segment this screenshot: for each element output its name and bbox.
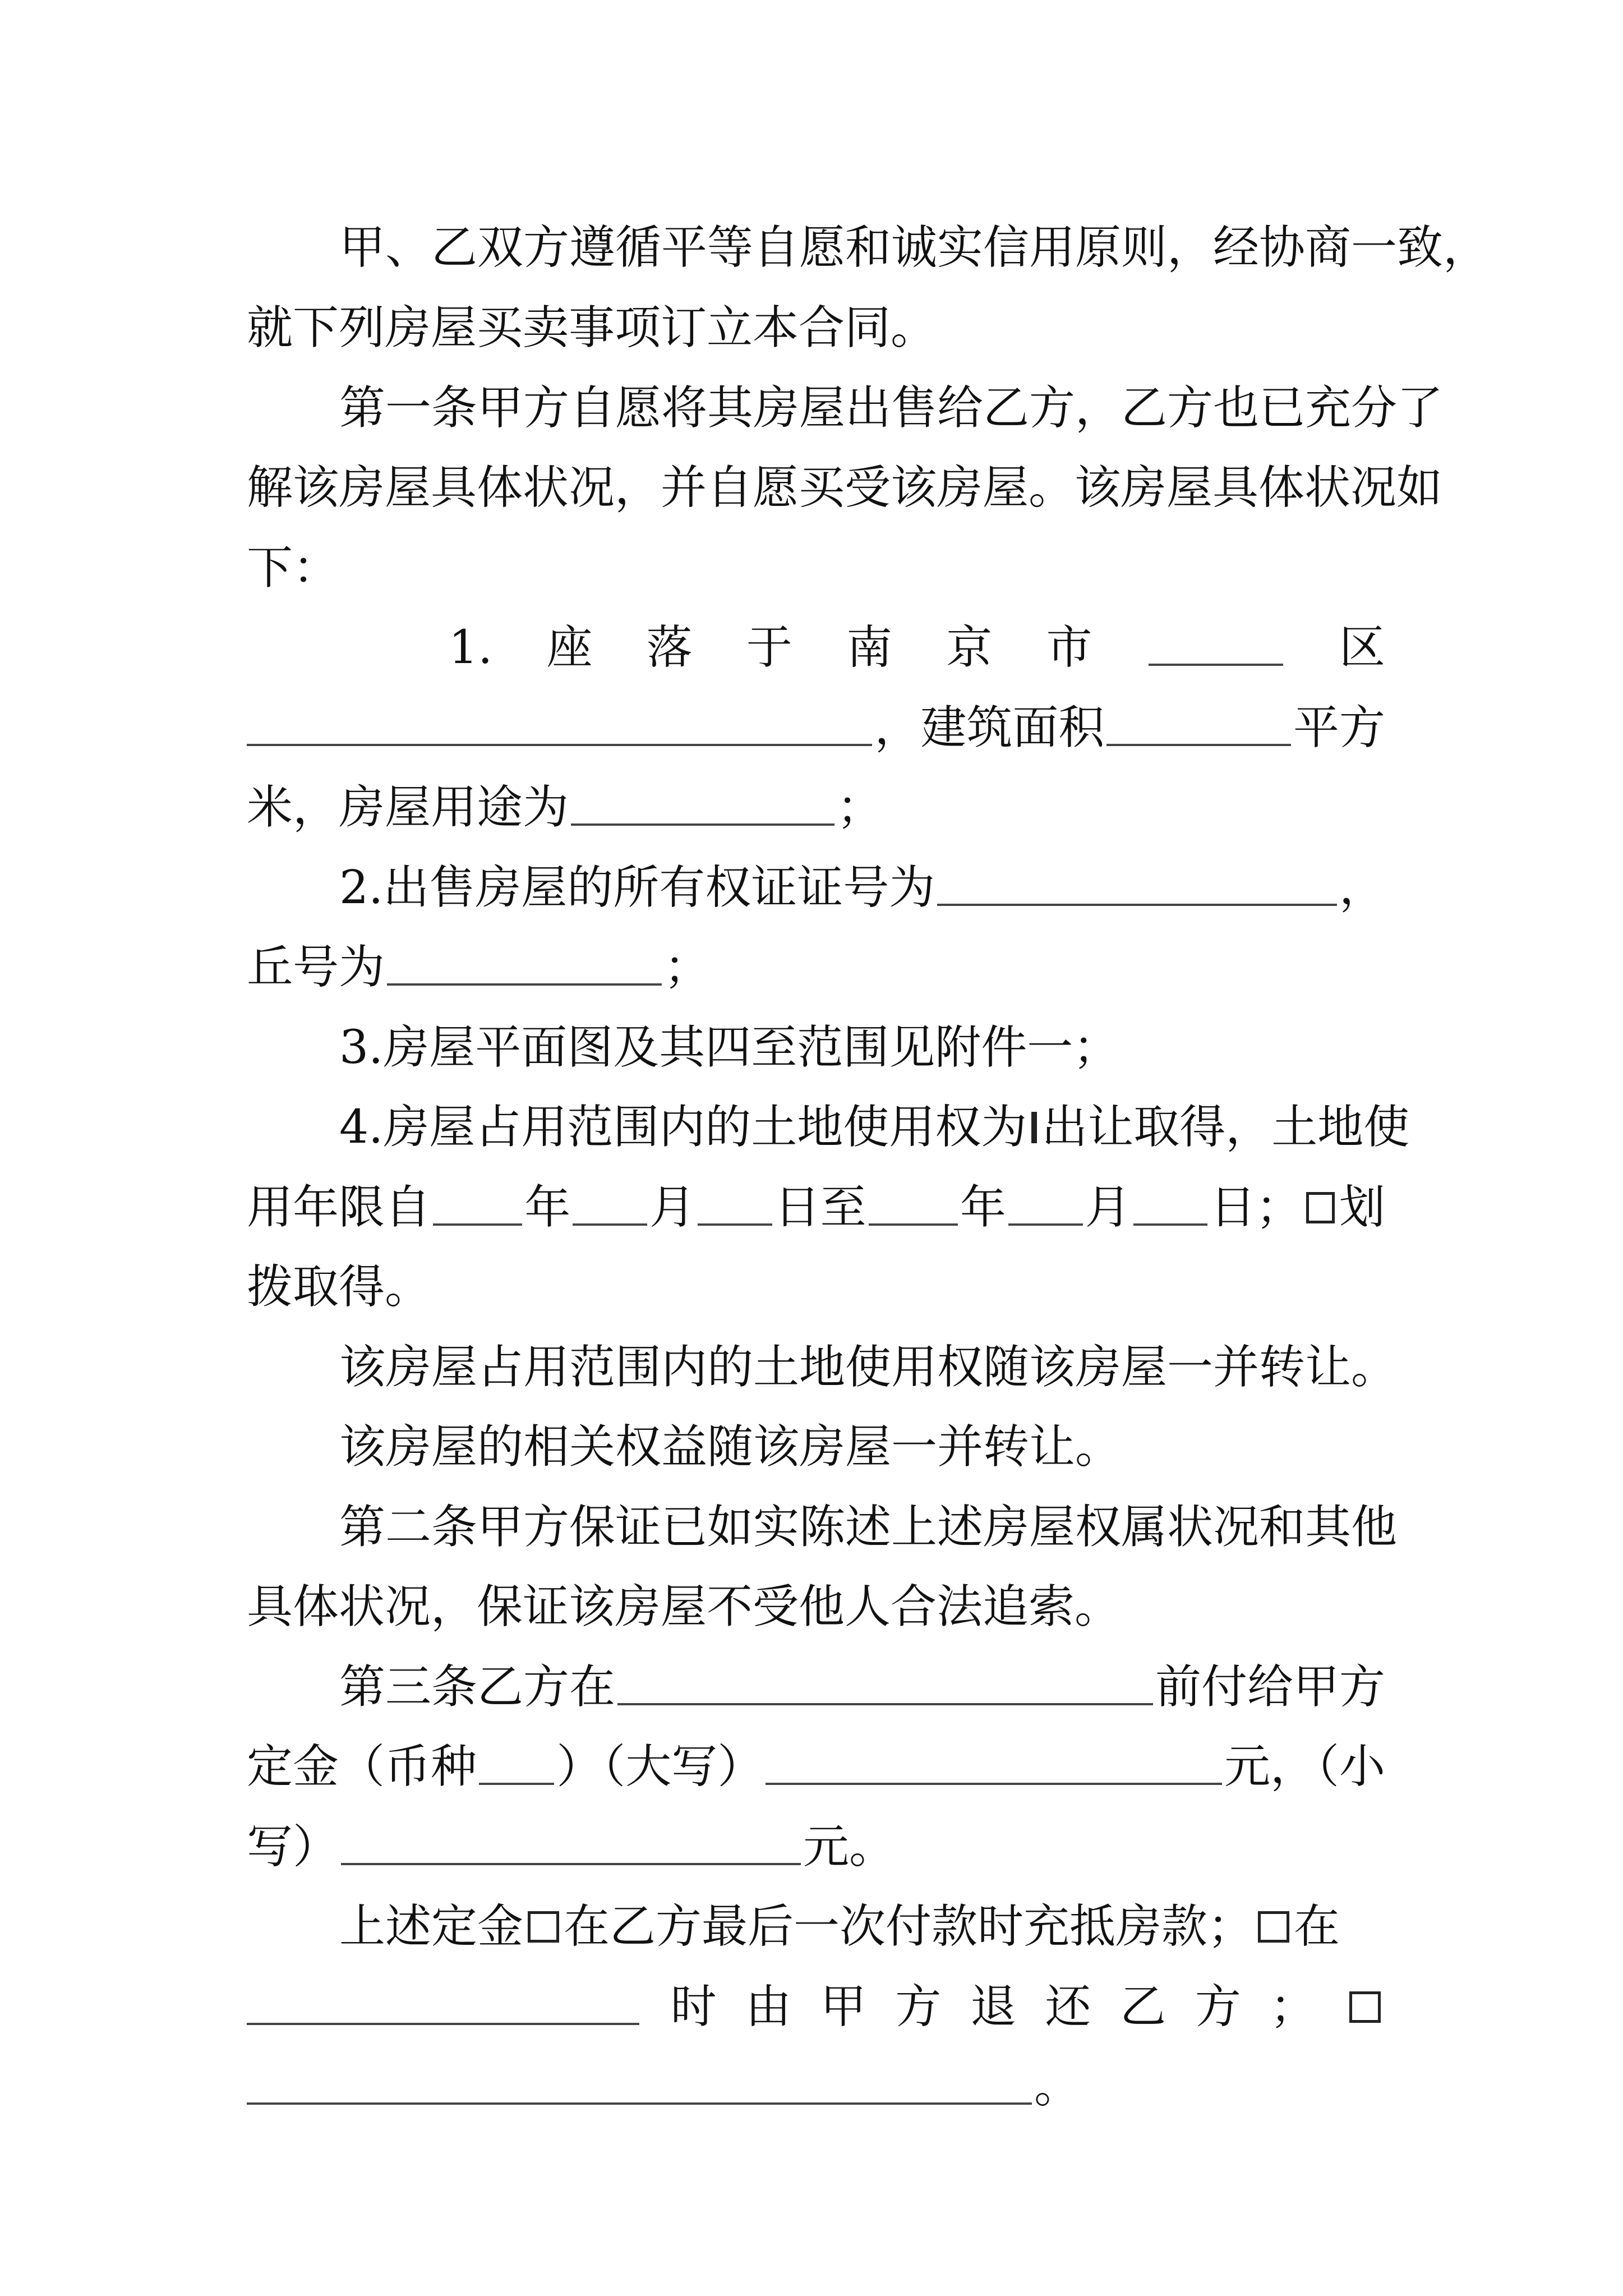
checkbox-other[interactable] (1349, 1991, 1381, 2023)
start-month-blank[interactable] (573, 1190, 647, 1226)
land-use-transfer-line (339, 1328, 1398, 1407)
text: 米，房屋用途为 (247, 781, 569, 834)
checkbox-refund[interactable] (1258, 1911, 1289, 1943)
item-2-line-1 (339, 849, 1385, 927)
checkbox-granted[interactable] (1031, 1112, 1037, 1143)
text: 4.房屋占用范围内的土地使用权为 (339, 1101, 1027, 1154)
text: 甲、乙双方遵循平等自愿和诚实信用原则，经协商一致， (339, 221, 1490, 274)
text: 丘号为 (247, 941, 385, 994)
char: 于 (746, 621, 792, 674)
text: 在 (1294, 1900, 1340, 1953)
deposit-line-2 (247, 1968, 1385, 2046)
deposit-line-3 (247, 2047, 1385, 2126)
text: 出让取得，土地使 (1041, 1101, 1410, 1154)
char: 方 (1195, 1980, 1241, 2033)
text: 该房屋占用范围内的土地使用权随该房屋一并转让。 (339, 1341, 1398, 1394)
currency-blank[interactable] (479, 1749, 554, 1785)
char: 时 (670, 1980, 717, 2033)
char: ； (1270, 1980, 1316, 2033)
start-day-blank[interactable] (698, 1190, 772, 1226)
text: 日； (1210, 1181, 1302, 1234)
item-3-line (339, 1009, 1385, 1087)
article-2-line-1 (339, 1488, 1398, 1567)
checkbox-allocated[interactable] (1306, 1192, 1335, 1223)
text: 该房屋的相关权益随该房屋一并转让。 (339, 1420, 1122, 1474)
char: 落 (646, 621, 693, 674)
paragraph-1-line-1 (339, 209, 1490, 287)
text: ，建筑面积 (874, 701, 1105, 754)
text: 3.房屋平面图及其四至范围见附件一； (339, 1021, 1119, 1074)
text: 拨取得。 (247, 1260, 431, 1314)
text: 定金（币种 (247, 1740, 477, 1793)
text: 年 (524, 1181, 571, 1234)
text: 上述定金 (339, 1900, 524, 1953)
text: 下： (247, 541, 339, 595)
text: 月 (649, 1181, 695, 1234)
char: 京 (946, 621, 993, 674)
article-1-line-2 (247, 449, 1443, 527)
deposit-date-blank[interactable] (617, 1669, 1153, 1705)
item-4-line-2 (247, 1168, 1385, 1247)
char: 由 (745, 1980, 792, 2033)
item-1-line-3 (247, 769, 1385, 847)
text: 用年限自 (247, 1181, 431, 1234)
address-blank[interactable] (247, 710, 872, 746)
article-1-line-1 (339, 369, 1444, 448)
article-1-line-3 (247, 529, 1385, 608)
item-4-line-1 (339, 1088, 1410, 1167)
refund-time-blank[interactable] (247, 1989, 639, 2025)
text: 2.出售房屋的所有权证证号为 (339, 861, 935, 914)
rights-transfer-line (339, 1408, 1385, 1487)
other-arrangement-blank[interactable] (247, 2069, 1032, 2105)
item-4-line-3 (247, 1248, 1385, 1327)
area-blank[interactable] (1106, 710, 1291, 746)
text: 第三条乙方在 (339, 1660, 616, 1714)
text: 写） (247, 1820, 339, 1874)
text: 年 (960, 1181, 1006, 1234)
char: 南 (846, 621, 893, 674)
article-2-line-2 (247, 1568, 1385, 1646)
text: 前付给甲方 (1155, 1660, 1385, 1714)
deposit-line-1 (339, 1888, 1385, 1966)
district-blank[interactable] (1149, 630, 1283, 666)
end-year-blank[interactable] (869, 1190, 958, 1226)
checkbox-offset-payment[interactable] (528, 1911, 559, 1943)
amount-in-words-blank[interactable] (766, 1749, 1222, 1785)
amount-in-figures-blank[interactable] (341, 1829, 801, 1865)
char: 方 (895, 1980, 942, 2033)
char: 还 (1045, 1980, 1091, 2033)
text: ； (664, 941, 711, 994)
item-2-line-2 (247, 928, 1385, 1007)
char: 甲 (820, 1980, 866, 2033)
article-3-line-2 (247, 1728, 1385, 1806)
paragraph-1-line-2 (247, 289, 1385, 367)
char: 退 (970, 1980, 1016, 2033)
text: 在乙方最后一次付款时充抵房款； (564, 1900, 1254, 1953)
start-year-blank[interactable] (433, 1190, 522, 1226)
text: 就下列房屋买卖事项订立本合同。 (247, 301, 937, 355)
text: 月 (1085, 1181, 1131, 1234)
usage-blank[interactable] (571, 790, 834, 826)
item-1-line-1 (449, 609, 1385, 687)
text: 平方 (1293, 701, 1385, 754)
text: 元。 (803, 1820, 896, 1874)
item-1-line-2 (247, 689, 1385, 767)
item-number: 1. (449, 621, 493, 674)
char: 乙 (1120, 1980, 1166, 2033)
text: 元，（小 (1224, 1740, 1385, 1793)
text: 具体状况，保证该房屋不受他人合法追索。 (247, 1580, 1121, 1634)
text: ； (837, 781, 883, 834)
text: 第一条甲方自愿将其房屋出售给乙方，乙方也已充分了 (339, 381, 1444, 435)
end-month-blank[interactable] (1008, 1190, 1083, 1226)
char: 座 (546, 621, 593, 674)
text: ）（大写） (556, 1740, 764, 1793)
char: 市 (1046, 621, 1092, 674)
char: 区 (1339, 621, 1385, 674)
text: 第二条甲方保证已如实陈述上述房屋权属状况和其他 (339, 1501, 1398, 1554)
text: 划 (1339, 1181, 1385, 1234)
text: 。 (1034, 2060, 1081, 2113)
article-3-line-1 (339, 1648, 1385, 1727)
text: 日至 (774, 1181, 866, 1234)
text: 解该房屋具体状况，并自愿买受该房屋。该房屋具体状况如 (247, 461, 1443, 514)
parcel-number-blank[interactable] (387, 950, 662, 986)
end-day-blank[interactable] (1133, 1190, 1208, 1226)
certificate-number-blank[interactable] (937, 870, 1337, 906)
article-3-line-3 (247, 1808, 1385, 1887)
text: ， (1339, 861, 1385, 914)
